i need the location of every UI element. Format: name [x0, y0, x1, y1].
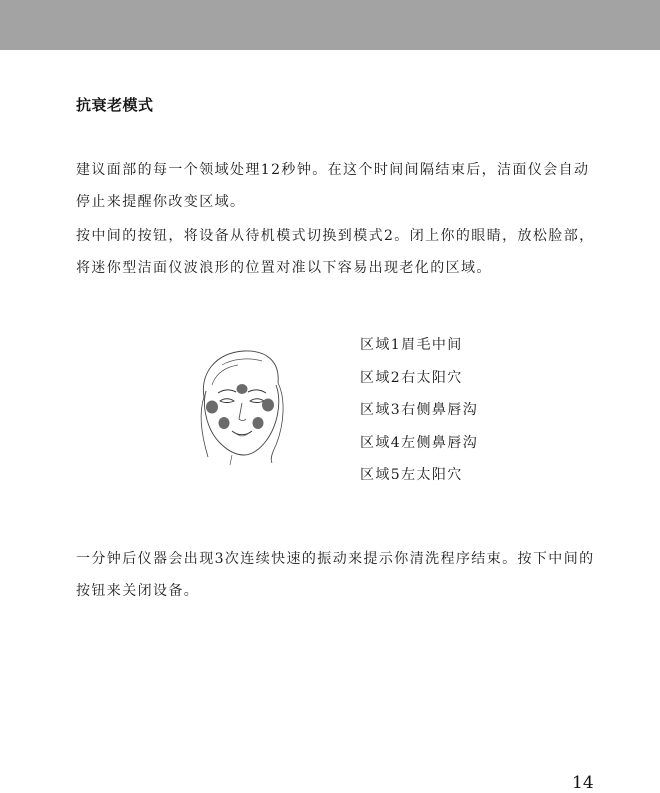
face-treatment-zones-icon	[192, 345, 292, 465]
zone-item: 区域5左太阳穴	[360, 467, 463, 483]
zone-item: 区域4左侧鼻唇沟	[360, 434, 479, 451]
paragraph-line: 停止来提醒你改变区域。	[76, 194, 246, 210]
mouth	[232, 431, 252, 435]
hair-fall-right	[271, 383, 283, 463]
zone-5-marker	[206, 401, 218, 414]
zone-3-marker	[253, 417, 264, 429]
page-number: 14	[572, 773, 594, 793]
eye-right	[250, 399, 264, 403]
paragraph-line: 将迷你型洁面仪波浪形的位置对准以下容易出现老化的区域。	[76, 260, 492, 276]
instruction-paragraph-1	[76, 154, 606, 218]
eyebrow-right	[248, 390, 266, 393]
zone-4-marker	[219, 417, 230, 429]
header-bar	[0, 0, 660, 50]
eye-left	[220, 399, 234, 403]
paragraph-line: 建议面部的每一个领域处理12秒钟。在这个时间间隔结束后，洁面仪会自动	[76, 162, 590, 178]
paragraph-line: 按钮来关闭设备。	[76, 583, 200, 599]
hair-strand	[222, 359, 262, 365]
zone-item: 区域2右太阳穴	[360, 369, 463, 386]
zone-1-marker	[237, 384, 248, 394]
instruction-paragraph-2	[76, 220, 606, 284]
zone-item: 区域3右侧鼻唇沟	[360, 402, 479, 418]
section-title: 抗衰老模式	[76, 96, 154, 114]
zone-2-marker	[262, 399, 274, 412]
hair-strand	[212, 365, 238, 385]
paragraph-line: 按中间的按钮，将设备从待机模式切换到模式2。闭上你的眼睛，放松脸部，	[76, 228, 595, 244]
zone-list	[360, 329, 478, 492]
paragraph-line: 一分钟后仪器会出现3次连续快速的振动来提示你清洗程序结束。按下中间的	[76, 551, 595, 567]
nose	[239, 403, 246, 421]
neck-line	[230, 455, 232, 465]
instruction-paragraph-3	[76, 543, 606, 607]
zone-item: 区域1眉毛中间	[360, 337, 463, 353]
eyebrow-left	[218, 390, 236, 393]
